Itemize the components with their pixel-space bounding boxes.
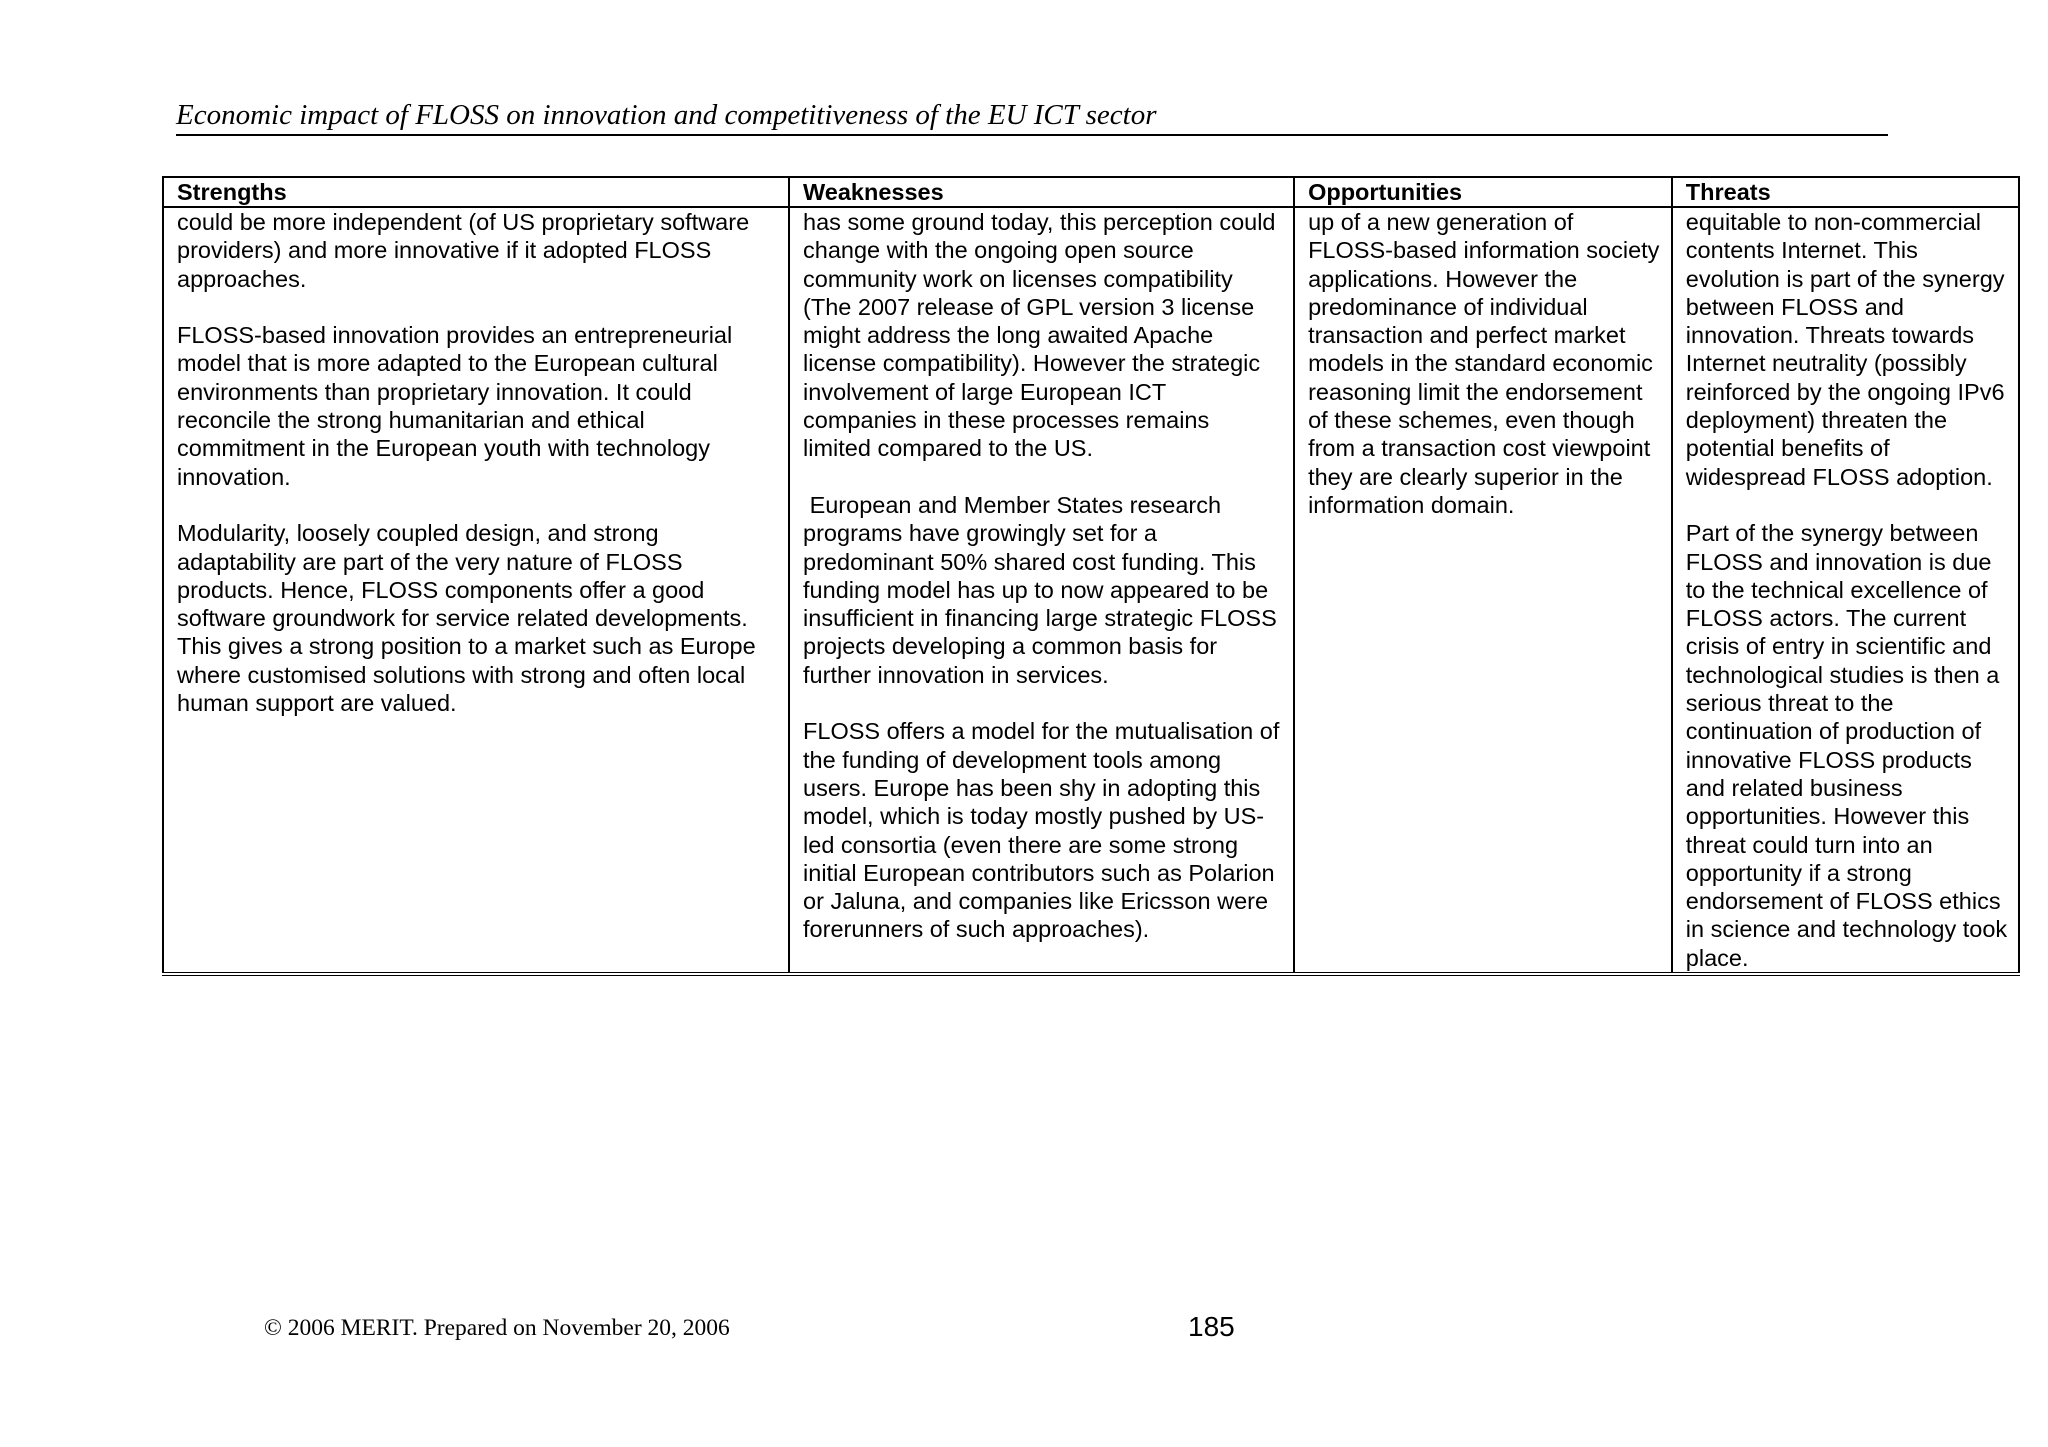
- threats-paragraph: Part of the synergy between FLOSS and innovation is due to the technical excellence of FLOSS actors. The current crisis of entry in scientific and technological studies is then a serious threat to the continuation of production of innovative FLOSS products and related business opportunities. However this threat could turn into an opportunity if a strong endorsement of FLOSS ethics in science and technology took place.: [1685, 520, 2008, 971]
- weaknesses-header: Weaknesses: [789, 177, 1294, 207]
- strengths-cell: [163, 207, 789, 974]
- opportunities-cell: [1294, 207, 1672, 974]
- threats-paragraph: equitable to non-commercial contents Internet. This evolution is part of the synergy between FLOSS and innovation. Threats towards Internet neutrality (possibly reinforced by the ongoing IPv6 deployment) threaten the potential benefits of widespread FLOSS adoption.: [1685, 209, 2005, 490]
- strengths-header: Strengths: [163, 177, 789, 207]
- page-number: 185: [1188, 1311, 1235, 1342]
- opportunities-header: Opportunities: [1294, 177, 1672, 207]
- weaknesses-paragraph: has some ground today, this perception could change with the ongoing open source community work on licenses compatibility (The 2007 release of GPL version 3 license might address the long awaited Apache license compatibility). However the strategic involvement of large European ICT companies in these processes remains limited compared to the US.: [803, 209, 1276, 462]
- swot-table: [162, 176, 2020, 976]
- strengths-paragraph: could be more independent (of US proprietary software providers) and more innovative if it adopted FLOSS approaches.: [177, 209, 750, 292]
- table-header-row: [163, 177, 2019, 207]
- threats-cell: [1672, 207, 2019, 974]
- footer-copyright: © 2006 MERIT. Prepared on November 20, 2006: [264, 1315, 730, 1341]
- threats-header: Threats: [1672, 177, 2019, 207]
- weaknesses-paragraph: FLOSS offers a model for the mutualisation of the funding of development tools among users. Europe has been shy in adopting this model, which is today mostly pushed by US-led consortia (even there are some strong initial European contributors such as Polarion or Jaluna, and companies like Ericsson were forerunners of such approaches).: [803, 718, 1280, 943]
- weaknesses-paragraph: European and Member States research programs have growingly set for a predominant 50% shared cost funding. This funding model has up to now appeared to be insufficient in financing large strategic FLOSS projects developing a common basis for further innovation in services.: [803, 491, 1284, 688]
- weaknesses-cell: [789, 207, 1294, 974]
- strengths-paragraph: FLOSS-based innovation provides an entrepreneurial model that is more adapted to the European cultural environments than proprietary innovation. It could reconcile the strong humanitarian and ethical commitment in the European youth with technology innovation.: [177, 322, 733, 490]
- table-row: [163, 207, 2019, 974]
- document-header-title: Economic impact of FLOSS on innovation and competitiveness of the EU ICT sector: [176, 98, 1888, 136]
- opportunities-paragraph: up of a new generation of FLOSS-based information society applications. However the predominance of individual transaction and perfect market models in the standard economic reasoning limit the endorsement of these schemes, even though from a transaction cost viewpoint they are clearly superior in the information domain.: [1308, 209, 1660, 518]
- strengths-paragraph: Modularity, loosely coupled design, and strong adaptability are part of the very nature of FLOSS products. Hence, FLOSS components offer a good software groundwork for service related developments. This gives a strong position to a market such as Europe where customised solutions with strong and often local human support are valued.: [177, 520, 756, 717]
